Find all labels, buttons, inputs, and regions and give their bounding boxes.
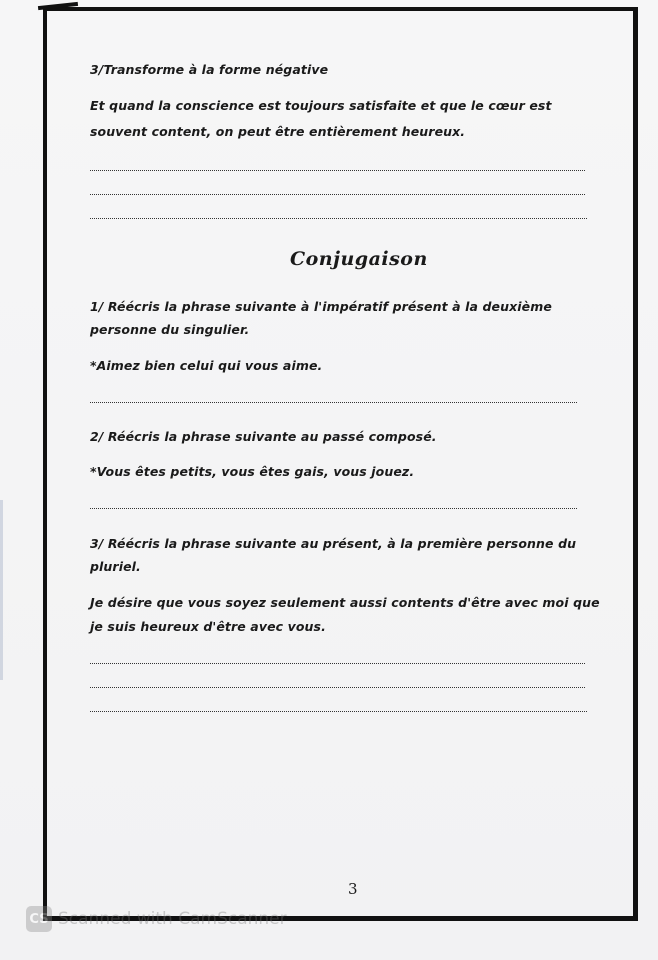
page-number: 3 — [348, 880, 358, 898]
watermark-text: Scanned with CamScanner — [58, 909, 287, 929]
answer-line — [90, 687, 585, 688]
answer-line — [90, 711, 587, 712]
exercise3-sentence-line2: souvent content, on peut être entièrement heureux. — [90, 124, 466, 139]
answer-line — [90, 508, 577, 509]
scanner-watermark — [26, 906, 287, 932]
scan-artifact — [0, 500, 3, 680]
answer-line — [90, 170, 585, 171]
conjugaison-q3-line1: 3/ Réécris la phrase suivante au présent, à la première personne du — [90, 536, 577, 551]
conjugaison-q1-sentence: *Aimez bien celui qui vous aime. — [90, 358, 323, 373]
conjugaison-q1-line1: 1/ Réécris la phrase suivante à l'impératif présent à la deuxième — [90, 299, 552, 314]
conjugaison-q3-sentence-line1: Je désire que vous soyez seulement aussi contents d'être avec moi que — [90, 595, 600, 610]
answer-line — [90, 402, 577, 403]
exercise3-sentence-line1: Et quand la conscience est toujours satisfaite et que le cœur est — [90, 98, 552, 113]
answer-line — [90, 194, 585, 195]
conjugaison-q1-line2: personne du singulier. — [90, 322, 250, 337]
exercise3-title: 3/Transforme à la forme négative — [90, 62, 329, 77]
camscanner-logo-icon: CS — [26, 906, 52, 932]
conjugaison-q3-line2: pluriel. — [90, 559, 141, 574]
section-heading-conjugaison: Conjugaison — [290, 248, 428, 270]
conjugaison-q2-sentence: *Vous êtes petits, vous êtes gais, vous jouez. — [90, 464, 415, 479]
answer-line — [90, 663, 585, 664]
conjugaison-q3-sentence-line2: je suis heureux d'être avec vous. — [90, 619, 326, 634]
answer-line — [90, 218, 587, 219]
conjugaison-q2-line1: 2/ Réécris la phrase suivante au passé composé. — [90, 429, 437, 444]
